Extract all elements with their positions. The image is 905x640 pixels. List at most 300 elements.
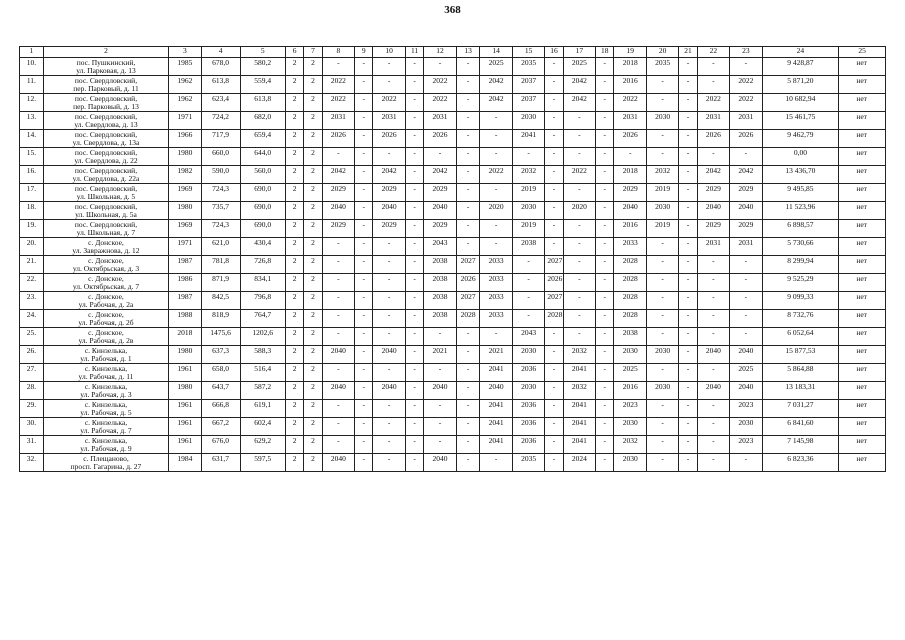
data-cell: - xyxy=(355,436,373,454)
data-cell: 2018 xyxy=(169,328,201,346)
data-cell: - xyxy=(424,328,456,346)
data-cell: 2041 xyxy=(563,436,595,454)
data-cell: - xyxy=(614,148,646,166)
data-cell: - xyxy=(405,130,423,148)
data-cell: - xyxy=(456,220,480,238)
address-cell: с. Кинзелька, ул. Рабочая, д. 1 xyxy=(43,346,168,364)
data-cell: - xyxy=(456,202,480,220)
data-cell: 2022 xyxy=(424,94,456,112)
data-cell: 2018 xyxy=(614,58,646,76)
data-cell: - xyxy=(730,58,762,76)
data-cell: - xyxy=(355,328,373,346)
data-cell: 2 xyxy=(285,364,303,382)
housing-register-table xyxy=(19,46,886,472)
data-cell: - xyxy=(679,166,697,184)
data-cell: - xyxy=(373,274,405,292)
data-cell: 2043 xyxy=(512,328,544,346)
data-cell: 2 xyxy=(304,76,322,94)
data-cell: 1962 xyxy=(169,76,201,94)
data-cell: 2029 xyxy=(730,220,762,238)
data-cell: - xyxy=(697,328,729,346)
data-cell: 2038 xyxy=(512,238,544,256)
data-cell: 818,9 xyxy=(201,310,240,328)
data-cell: 2029 xyxy=(730,184,762,202)
row-number-cell: 27. xyxy=(20,364,44,382)
data-cell: 2030 xyxy=(614,418,646,436)
data-cell: 2 xyxy=(304,292,322,310)
data-cell: 2032 xyxy=(563,382,595,400)
data-cell: 724,3 xyxy=(201,220,240,238)
data-cell: 2035 xyxy=(512,58,544,76)
cost-cell: 9 462,79 xyxy=(762,130,839,148)
data-cell: 2040 xyxy=(322,454,354,472)
data-cell: 2025 xyxy=(563,58,595,76)
data-cell: - xyxy=(679,346,697,364)
data-cell: - xyxy=(563,292,595,310)
data-cell: - xyxy=(355,346,373,364)
data-cell: - xyxy=(355,418,373,436)
address-cell: пос. Пушкинский, ул. Парковая, д. 13 xyxy=(43,58,168,76)
data-cell: - xyxy=(545,166,563,184)
table-row xyxy=(20,310,886,328)
data-cell: - xyxy=(373,364,405,382)
column-header: 22 xyxy=(697,47,729,58)
data-cell: 2042 xyxy=(563,76,595,94)
data-cell: 682,0 xyxy=(240,112,285,130)
data-cell: - xyxy=(730,292,762,310)
cost-cell: 8 299,94 xyxy=(762,256,839,274)
data-cell: 2 xyxy=(304,94,322,112)
data-cell: 2032 xyxy=(646,166,678,184)
data-cell: - xyxy=(480,130,512,148)
data-cell: - xyxy=(373,400,405,418)
data-cell: - xyxy=(679,274,697,292)
data-cell: - xyxy=(563,184,595,202)
data-cell: 2019 xyxy=(646,184,678,202)
data-cell: - xyxy=(355,274,373,292)
data-cell: - xyxy=(730,310,762,328)
data-cell: - xyxy=(545,220,563,238)
column-header: 2 xyxy=(43,47,168,58)
data-cell: 2031 xyxy=(697,112,729,130)
data-cell: 2029 xyxy=(614,184,646,202)
data-cell: 2 xyxy=(304,328,322,346)
data-cell: 2025 xyxy=(614,364,646,382)
address-cell: пос. Свердловский, ул. Школьная, д. 7 xyxy=(43,220,168,238)
data-cell: 2041 xyxy=(480,418,512,436)
data-cell: 690,0 xyxy=(240,202,285,220)
data-cell: 2019 xyxy=(512,184,544,202)
status-cell: нет xyxy=(839,382,886,400)
data-cell: - xyxy=(596,76,614,94)
data-cell: - xyxy=(355,382,373,400)
data-cell: 2041 xyxy=(480,364,512,382)
data-cell: - xyxy=(322,418,354,436)
data-cell: - xyxy=(322,238,354,256)
cost-cell: 6 841,60 xyxy=(762,418,839,436)
data-cell: 2 xyxy=(285,76,303,94)
data-cell: 2 xyxy=(285,256,303,274)
data-cell: - xyxy=(456,130,480,148)
data-cell: - xyxy=(456,346,480,364)
status-cell: нет xyxy=(839,256,886,274)
data-cell: - xyxy=(456,328,480,346)
data-cell: 2037 xyxy=(512,94,544,112)
data-cell: - xyxy=(646,454,678,472)
data-cell: 2032 xyxy=(563,346,595,364)
column-header: 23 xyxy=(730,47,762,58)
data-cell: 588,3 xyxy=(240,346,285,364)
status-cell: нет xyxy=(839,166,886,184)
data-cell: 2 xyxy=(304,364,322,382)
data-cell: - xyxy=(545,94,563,112)
data-cell: - xyxy=(373,58,405,76)
data-cell: 658,0 xyxy=(201,364,240,382)
data-cell: - xyxy=(480,328,512,346)
data-cell: 2030 xyxy=(614,454,646,472)
address-cell: с. Донское, ул. Рабочая, д. 2в xyxy=(43,328,168,346)
data-cell: 1961 xyxy=(169,364,201,382)
data-cell: - xyxy=(373,238,405,256)
data-cell: 2 xyxy=(285,184,303,202)
data-cell: 2 xyxy=(304,202,322,220)
data-cell: - xyxy=(456,94,480,112)
data-cell: 2 xyxy=(304,58,322,76)
data-cell: 2 xyxy=(285,436,303,454)
data-cell: - xyxy=(456,184,480,202)
table-row xyxy=(20,94,886,112)
data-cell: - xyxy=(456,76,480,94)
data-cell: - xyxy=(355,310,373,328)
data-cell: - xyxy=(355,58,373,76)
data-cell: - xyxy=(480,220,512,238)
data-cell: - xyxy=(679,454,697,472)
data-cell: 842,5 xyxy=(201,292,240,310)
data-cell: - xyxy=(596,238,614,256)
cost-cell: 5 864,88 xyxy=(762,364,839,382)
data-cell: 430,4 xyxy=(240,238,285,256)
data-cell: - xyxy=(405,220,423,238)
table-row xyxy=(20,382,886,400)
data-cell: 2040 xyxy=(424,382,456,400)
data-cell: - xyxy=(596,310,614,328)
data-cell: - xyxy=(373,418,405,436)
data-cell: - xyxy=(405,436,423,454)
data-cell: - xyxy=(355,400,373,418)
cost-cell: 9 099,33 xyxy=(762,292,839,310)
data-cell: - xyxy=(355,202,373,220)
cost-cell: 8 732,76 xyxy=(762,310,839,328)
column-header: 18 xyxy=(596,47,614,58)
table-row xyxy=(20,418,886,436)
data-cell: 2031 xyxy=(730,238,762,256)
data-cell: 2040 xyxy=(730,382,762,400)
data-cell: - xyxy=(373,436,405,454)
data-cell: - xyxy=(456,436,480,454)
row-number-cell: 19. xyxy=(20,220,44,238)
data-cell: - xyxy=(545,184,563,202)
data-cell: - xyxy=(679,58,697,76)
data-cell: - xyxy=(405,418,423,436)
data-cell: - xyxy=(456,454,480,472)
data-cell: - xyxy=(480,238,512,256)
data-cell: - xyxy=(355,454,373,472)
data-cell: - xyxy=(563,310,595,328)
cost-cell: 6 898,57 xyxy=(762,220,839,238)
data-cell: 1969 xyxy=(169,220,201,238)
table-row xyxy=(20,436,886,454)
data-cell: 871,9 xyxy=(201,274,240,292)
data-cell: 2026 xyxy=(424,130,456,148)
data-cell: - xyxy=(679,436,697,454)
page-number: 368 xyxy=(444,4,461,16)
data-cell: 2026 xyxy=(322,130,354,148)
data-cell: 2042 xyxy=(730,166,762,184)
column-header: 24 xyxy=(762,47,839,58)
data-cell: - xyxy=(405,274,423,292)
data-cell: - xyxy=(646,238,678,256)
data-cell: 2042 xyxy=(563,94,595,112)
data-cell: - xyxy=(405,400,423,418)
address-cell: с. Плещаново, просп. Гагарина, д. 27 xyxy=(43,454,168,472)
data-cell: - xyxy=(355,112,373,130)
data-cell: 2030 xyxy=(646,382,678,400)
data-cell: 2 xyxy=(304,220,322,238)
column-header: 3 xyxy=(169,47,201,58)
status-cell: нет xyxy=(839,130,886,148)
data-cell: - xyxy=(405,454,423,472)
data-cell: 2029 xyxy=(697,220,729,238)
data-cell: 2 xyxy=(285,130,303,148)
data-cell: - xyxy=(373,292,405,310)
data-cell: - xyxy=(697,310,729,328)
data-cell: - xyxy=(697,400,729,418)
data-cell: - xyxy=(646,76,678,94)
data-cell: - xyxy=(322,292,354,310)
data-cell: - xyxy=(646,94,678,112)
data-cell: - xyxy=(646,274,678,292)
column-header: 5 xyxy=(240,47,285,58)
data-cell: 2040 xyxy=(480,382,512,400)
data-cell: 2 xyxy=(304,130,322,148)
data-cell: - xyxy=(512,292,544,310)
data-cell: 2026 xyxy=(456,274,480,292)
data-cell: 2032 xyxy=(512,166,544,184)
data-cell: 580,2 xyxy=(240,58,285,76)
data-cell: - xyxy=(596,112,614,130)
data-cell: 2 xyxy=(285,202,303,220)
data-cell: 2026 xyxy=(545,274,563,292)
data-cell: - xyxy=(545,400,563,418)
data-cell: 644,0 xyxy=(240,148,285,166)
data-cell: 2 xyxy=(285,220,303,238)
data-cell: - xyxy=(322,58,354,76)
data-cell: 2040 xyxy=(697,346,729,364)
column-header: 10 xyxy=(373,47,405,58)
status-cell: нет xyxy=(839,58,886,76)
data-cell: 2029 xyxy=(373,220,405,238)
data-cell: 2041 xyxy=(563,364,595,382)
data-cell: 2 xyxy=(285,292,303,310)
column-header: 17 xyxy=(563,47,595,58)
status-cell: нет xyxy=(839,310,886,328)
column-header: 21 xyxy=(679,47,697,58)
data-cell: 2040 xyxy=(373,382,405,400)
table-row xyxy=(20,364,886,382)
data-cell: - xyxy=(545,436,563,454)
data-cell: 2030 xyxy=(646,112,678,130)
table-row xyxy=(20,400,886,418)
data-cell: - xyxy=(373,76,405,94)
cost-cell: 7 031,27 xyxy=(762,400,839,418)
address-cell: с. Кинзелька, ул. Рабочая, д. 3 xyxy=(43,382,168,400)
address-cell: пос. Свердловский, ул. Школьная, д. 5 xyxy=(43,184,168,202)
data-cell: 2 xyxy=(285,238,303,256)
data-cell: 2040 xyxy=(697,202,729,220)
data-cell: 2029 xyxy=(322,184,354,202)
cost-cell: 10 682,94 xyxy=(762,94,839,112)
data-cell: - xyxy=(405,58,423,76)
data-cell: 834,1 xyxy=(240,274,285,292)
data-cell: 2040 xyxy=(424,202,456,220)
data-cell: 2041 xyxy=(563,400,595,418)
column-header: 14 xyxy=(480,47,512,58)
table-row xyxy=(20,76,886,94)
data-cell: - xyxy=(679,328,697,346)
data-cell: - xyxy=(373,328,405,346)
data-cell: 1980 xyxy=(169,148,201,166)
cost-cell: 9 525,29 xyxy=(762,274,839,292)
data-cell: - xyxy=(596,202,614,220)
data-cell: 2033 xyxy=(480,292,512,310)
data-cell: 1987 xyxy=(169,256,201,274)
column-header: 9 xyxy=(355,47,373,58)
data-cell: - xyxy=(545,328,563,346)
data-cell: 1969 xyxy=(169,184,201,202)
data-cell: 2 xyxy=(304,418,322,436)
data-cell: - xyxy=(697,256,729,274)
status-cell: нет xyxy=(839,454,886,472)
data-cell: 2 xyxy=(304,382,322,400)
row-number-cell: 28. xyxy=(20,382,44,400)
data-cell: 2032 xyxy=(614,436,646,454)
data-cell: 1980 xyxy=(169,382,201,400)
data-cell: - xyxy=(596,274,614,292)
data-cell: 631,7 xyxy=(201,454,240,472)
row-number-cell: 20. xyxy=(20,238,44,256)
address-cell: с. Донское, ул. Рабочая, д. 2а xyxy=(43,292,168,310)
data-cell: 2036 xyxy=(512,436,544,454)
data-cell: - xyxy=(679,130,697,148)
column-header: 11 xyxy=(405,47,423,58)
data-cell: 2042 xyxy=(480,76,512,94)
data-cell: - xyxy=(405,148,423,166)
status-cell: нет xyxy=(839,184,886,202)
data-cell: 1961 xyxy=(169,418,201,436)
data-cell: - xyxy=(545,148,563,166)
data-cell: - xyxy=(679,220,697,238)
data-cell: - xyxy=(424,58,456,76)
data-cell: - xyxy=(405,238,423,256)
data-cell: 1988 xyxy=(169,310,201,328)
data-cell: - xyxy=(456,166,480,184)
data-cell: 2 xyxy=(285,454,303,472)
data-cell: - xyxy=(545,454,563,472)
data-cell: - xyxy=(480,184,512,202)
row-number-cell: 15. xyxy=(20,148,44,166)
data-cell: 690,0 xyxy=(240,184,285,202)
data-cell: - xyxy=(679,256,697,274)
data-cell: - xyxy=(679,148,697,166)
data-cell: 2019 xyxy=(646,220,678,238)
data-cell: - xyxy=(456,382,480,400)
data-cell: - xyxy=(322,256,354,274)
status-cell: нет xyxy=(839,148,886,166)
status-cell: нет xyxy=(839,400,886,418)
data-cell: - xyxy=(646,328,678,346)
data-cell: - xyxy=(456,148,480,166)
data-cell: - xyxy=(322,328,354,346)
row-number-cell: 14. xyxy=(20,130,44,148)
data-cell: 1475,6 xyxy=(201,328,240,346)
data-cell: - xyxy=(545,238,563,256)
status-cell: нет xyxy=(839,76,886,94)
data-cell: 2 xyxy=(285,274,303,292)
data-cell: 659,4 xyxy=(240,130,285,148)
data-cell: 2041 xyxy=(480,400,512,418)
column-header: 20 xyxy=(646,47,678,58)
data-cell: 2024 xyxy=(563,454,595,472)
data-cell: - xyxy=(405,94,423,112)
row-number-cell: 25. xyxy=(20,328,44,346)
data-cell: - xyxy=(563,130,595,148)
data-cell: 2031 xyxy=(322,112,354,130)
data-cell: 2041 xyxy=(512,130,544,148)
data-cell: 2021 xyxy=(480,346,512,364)
data-cell: 764,7 xyxy=(240,310,285,328)
data-cell: - xyxy=(697,436,729,454)
data-cell: 2042 xyxy=(480,94,512,112)
data-cell: 2016 xyxy=(614,220,646,238)
data-cell: 2040 xyxy=(730,202,762,220)
data-cell: - xyxy=(730,256,762,274)
data-cell: 2027 xyxy=(456,292,480,310)
data-cell: 2038 xyxy=(614,328,646,346)
table-row xyxy=(20,148,886,166)
data-cell: 2016 xyxy=(614,76,646,94)
data-cell: - xyxy=(405,292,423,310)
data-cell: 678,0 xyxy=(201,58,240,76)
data-cell: 2 xyxy=(304,184,322,202)
data-cell: - xyxy=(512,274,544,292)
data-cell: - xyxy=(697,418,729,436)
data-cell: 2040 xyxy=(697,382,729,400)
data-cell: 2 xyxy=(304,310,322,328)
data-cell: 637,3 xyxy=(201,346,240,364)
table-row xyxy=(20,292,886,310)
address-cell: с. Донское, ул. Октябрьская, д. 3 xyxy=(43,256,168,274)
data-cell: 2036 xyxy=(512,400,544,418)
data-cell: 2 xyxy=(304,400,322,418)
data-cell: 2025 xyxy=(730,364,762,382)
data-cell: 2 xyxy=(304,436,322,454)
data-cell: 2 xyxy=(285,346,303,364)
data-cell: - xyxy=(545,130,563,148)
data-cell: - xyxy=(424,418,456,436)
data-cell: 2022 xyxy=(697,94,729,112)
column-header: 12 xyxy=(424,47,456,58)
status-cell: нет xyxy=(839,292,886,310)
